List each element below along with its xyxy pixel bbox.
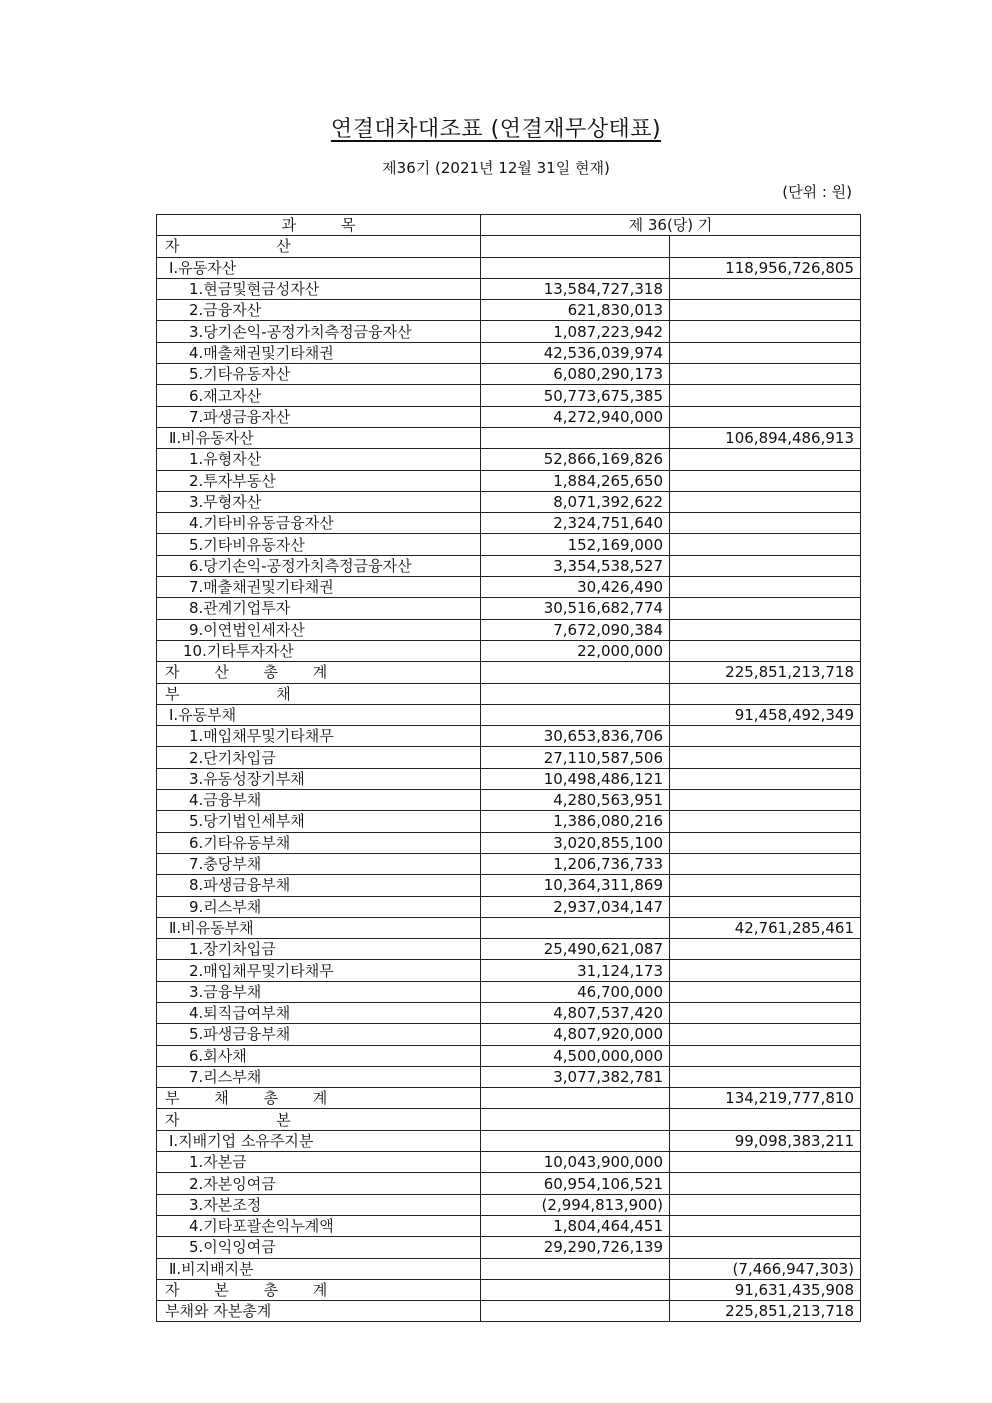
detail-amount-cell: 30,426,490 [481, 577, 670, 598]
account-label: 5.파생금융부채 [189, 1025, 291, 1044]
account-label: 자 본 [165, 1110, 291, 1129]
detail-amount-cell: 6,080,290,173 [481, 364, 670, 385]
account-label: 3.자본조정 [189, 1195, 262, 1214]
total-amount-cell [670, 1066, 861, 1087]
account-cell [157, 1258, 481, 1279]
account-cell [157, 640, 481, 661]
detail-amount-cell: 29,290,726,139 [481, 1237, 670, 1258]
account-cell [157, 1045, 481, 1066]
total-amount-cell [670, 364, 861, 385]
table-row [157, 662, 861, 683]
detail-amount-cell: 621,830,013 [481, 300, 670, 321]
table-row [157, 853, 861, 874]
unit-label: (단위 : 원) [782, 183, 852, 201]
account-label: 자 산 [165, 237, 291, 256]
detail-amount-cell: 10,498,486,121 [481, 768, 670, 789]
detail-amount-cell: 1,884,265,650 [481, 470, 670, 491]
detail-amount-cell: 1,804,464,451 [481, 1215, 670, 1236]
table-row [157, 726, 861, 747]
account-cell [157, 427, 481, 448]
detail-amount-cell: 7,672,090,384 [481, 619, 670, 640]
account-cell [157, 853, 481, 874]
account-label: 6.당기손익-공정가치측정금융자산 [189, 556, 412, 575]
table-row [157, 427, 861, 448]
detail-amount-cell: 1,206,736,733 [481, 853, 670, 874]
balance-sheet-body [157, 215, 861, 1322]
account-label: 5.당기법인세부채 [189, 812, 305, 831]
detail-amount-cell: 22,000,000 [481, 640, 670, 661]
detail-amount-cell: 60,954,106,521 [481, 1173, 670, 1194]
account-cell [157, 1066, 481, 1087]
period-subtitle: 제36기 (2021년 12월 31일 현재) [382, 159, 610, 177]
account-label: 2.금융자산 [189, 301, 262, 320]
account-label: 6.기타유동부채 [189, 833, 291, 852]
account-label: 3.당기손익-공정가치측정금융자산 [189, 322, 412, 341]
total-amount-cell: (7,466,947,303) [670, 1258, 861, 1279]
detail-amount-cell [481, 1279, 670, 1300]
total-amount-cell [670, 1002, 861, 1023]
detail-amount-cell: 27,110,587,506 [481, 747, 670, 768]
account-label: 부 채 총 계 [165, 1089, 328, 1108]
account-cell [157, 683, 481, 704]
detail-amount-cell: 1,087,223,942 [481, 321, 670, 342]
table-row [157, 321, 861, 342]
table-row [157, 832, 861, 853]
total-amount-cell [670, 491, 861, 512]
total-amount-cell [670, 470, 861, 491]
detail-amount-cell [481, 1109, 670, 1130]
detail-amount-cell: 46,700,000 [481, 981, 670, 1002]
detail-amount-cell [481, 683, 670, 704]
total-amount-cell [670, 981, 861, 1002]
account-label: Ⅱ.비유동부채 [169, 918, 254, 937]
total-amount-cell [670, 278, 861, 299]
detail-amount-cell [481, 1130, 670, 1151]
account-cell [157, 406, 481, 427]
table-row [157, 1045, 861, 1066]
total-amount-cell: 42,761,285,461 [670, 917, 861, 938]
detail-amount-cell [481, 236, 670, 257]
table-row [157, 917, 861, 938]
total-amount-cell [670, 342, 861, 363]
table-row [157, 342, 861, 363]
table-row [157, 385, 861, 406]
account-cell [157, 1237, 481, 1258]
account-label: Ⅱ.비유동자산 [169, 429, 254, 448]
total-amount-cell: 225,851,213,718 [670, 1301, 861, 1322]
table-row [157, 513, 861, 534]
account-cell [157, 598, 481, 619]
detail-amount-cell: 10,043,900,000 [481, 1152, 670, 1173]
account-cell [157, 790, 481, 811]
account-cell [157, 960, 481, 981]
table-header-row [157, 215, 861, 236]
account-cell [157, 491, 481, 512]
table-row [157, 257, 861, 278]
detail-amount-cell: 152,169,000 [481, 534, 670, 555]
account-cell [157, 981, 481, 1002]
total-amount-cell [670, 683, 861, 704]
detail-amount-cell: (2,994,813,900) [481, 1194, 670, 1215]
account-cell [157, 662, 481, 683]
detail-amount-cell [481, 1258, 670, 1279]
account-label: 7.파생금융자산 [189, 407, 291, 426]
account-label: 자 산 총 계 [165, 663, 328, 682]
account-label: 5.기타비유동자산 [189, 535, 305, 554]
table-row [157, 1215, 861, 1236]
header-period-label: 제 36(당) 기 [628, 216, 713, 235]
account-cell [157, 1173, 481, 1194]
account-cell [157, 470, 481, 491]
total-amount-cell [670, 939, 861, 960]
table-row [157, 1194, 861, 1215]
detail-amount-cell [481, 427, 670, 448]
detail-amount-cell: 30,516,682,774 [481, 598, 670, 619]
detail-amount-cell: 50,773,675,385 [481, 385, 670, 406]
total-amount-cell [670, 406, 861, 427]
total-amount-cell [670, 321, 861, 342]
account-label: 1.유형자산 [189, 450, 262, 469]
account-label: 2.자본잉여금 [189, 1174, 276, 1193]
total-amount-cell [670, 598, 861, 619]
table-row [157, 1173, 861, 1194]
account-cell [157, 939, 481, 960]
total-amount-cell [670, 875, 861, 896]
detail-amount-cell [481, 917, 670, 938]
total-amount-cell: 134,219,777,810 [670, 1088, 861, 1109]
total-amount-cell [670, 1215, 861, 1236]
detail-amount-cell: 30,653,836,706 [481, 726, 670, 747]
account-label: 4.기타비유동금융자산 [189, 514, 334, 533]
total-amount-cell [670, 896, 861, 917]
account-label: 8.관계기업투자 [189, 599, 291, 618]
document-title: 연결대차대조표 (연결재무상태표) [330, 117, 662, 142]
account-cell [157, 1301, 481, 1322]
account-label: 9.리스부채 [189, 897, 262, 916]
account-cell [157, 555, 481, 576]
header-period [481, 215, 861, 236]
table-row [157, 683, 861, 704]
account-cell [157, 385, 481, 406]
total-amount-cell [670, 640, 861, 661]
account-cell [157, 1215, 481, 1236]
detail-amount-cell: 10,364,311,869 [481, 875, 670, 896]
table-row [157, 811, 861, 832]
table-row [157, 875, 861, 896]
detail-amount-cell [481, 1088, 670, 1109]
table-row [157, 768, 861, 789]
header-account-label: 과 목 [281, 216, 356, 235]
account-label: 2.매입채무및기타채무 [189, 961, 334, 980]
detail-amount-cell [481, 257, 670, 278]
table-row [157, 640, 861, 661]
detail-amount-cell: 4,280,563,951 [481, 790, 670, 811]
detail-amount-cell [481, 1301, 670, 1322]
total-amount-cell: 225,851,213,718 [670, 662, 861, 683]
detail-amount-cell: 8,071,392,622 [481, 491, 670, 512]
account-label: 7.충당부채 [189, 855, 262, 874]
total-amount-cell [670, 385, 861, 406]
total-amount-cell: 99,098,383,211 [670, 1130, 861, 1151]
account-label: 2.투자부동산 [189, 471, 276, 490]
account-label: 4.매출채권및기타채권 [189, 343, 334, 362]
account-cell [157, 704, 481, 725]
account-label: 자 본 총 계 [165, 1280, 328, 1299]
total-amount-cell [670, 236, 861, 257]
detail-amount-cell: 1,386,080,216 [481, 811, 670, 832]
total-amount-cell [670, 577, 861, 598]
detail-amount-cell: 4,807,920,000 [481, 1024, 670, 1045]
detail-amount-cell: 3,077,382,781 [481, 1066, 670, 1087]
account-label: 7.매출채권및기타채권 [189, 578, 334, 597]
account-label: 1.매입채무및기타채무 [189, 727, 334, 746]
total-amount-cell [670, 1237, 861, 1258]
account-cell [157, 747, 481, 768]
account-label: 1.현금및현금성자산 [189, 280, 320, 299]
account-label: 10.기타투자자산 [183, 642, 294, 661]
total-amount-cell: 91,458,492,349 [670, 704, 861, 725]
total-amount-cell [670, 555, 861, 576]
total-amount-cell [670, 1173, 861, 1194]
account-cell [157, 321, 481, 342]
table-row [157, 577, 861, 598]
account-cell [157, 513, 481, 534]
account-label: 6.회사채 [189, 1046, 247, 1065]
total-amount-cell [670, 449, 861, 470]
account-cell [157, 1109, 481, 1130]
total-amount-cell [670, 534, 861, 555]
account-label: 5.이익잉여금 [189, 1238, 276, 1257]
table-row [157, 1258, 861, 1279]
account-cell [157, 577, 481, 598]
table-row [157, 1130, 861, 1151]
detail-amount-cell: 4,807,537,420 [481, 1002, 670, 1023]
table-row [157, 236, 861, 257]
account-label: Ⅰ.유동부채 [169, 705, 237, 724]
table-row [157, 1301, 861, 1322]
account-cell [157, 342, 481, 363]
account-label: 4.기타포괄손익누계액 [189, 1217, 334, 1236]
total-amount-cell [670, 853, 861, 874]
detail-amount-cell: 25,490,621,087 [481, 939, 670, 960]
balance-sheet-table [156, 214, 861, 1322]
table-row [157, 491, 861, 512]
account-cell [157, 832, 481, 853]
table-row [157, 960, 861, 981]
table-row [157, 534, 861, 555]
account-label: Ⅰ.지배기업 소유주지분 [169, 1131, 314, 1150]
total-amount-cell [670, 832, 861, 853]
account-cell [157, 278, 481, 299]
table-row [157, 278, 861, 299]
table-row [157, 1109, 861, 1130]
account-label: 4.금융부채 [189, 791, 262, 810]
total-amount-cell: 106,894,486,913 [670, 427, 861, 448]
total-amount-cell [670, 960, 861, 981]
total-amount-cell [670, 811, 861, 832]
account-cell [157, 364, 481, 385]
total-amount-cell: 91,631,435,908 [670, 1279, 861, 1300]
total-amount-cell [670, 1152, 861, 1173]
total-amount-cell [670, 1024, 861, 1045]
total-amount-cell [670, 726, 861, 747]
account-cell [157, 1130, 481, 1151]
account-label: 1.자본금 [189, 1153, 247, 1172]
table-row [157, 449, 861, 470]
account-cell [157, 1279, 481, 1300]
account-cell [157, 257, 481, 278]
account-label: 5.기타유동자산 [189, 365, 291, 384]
account-cell [157, 1152, 481, 1173]
table-row [157, 364, 861, 385]
detail-amount-cell: 42,536,039,974 [481, 342, 670, 363]
header-account [157, 215, 481, 236]
account-label: 8.파생금융부채 [189, 876, 291, 895]
account-label: 3.무형자산 [189, 493, 262, 511]
table-row [157, 747, 861, 768]
detail-amount-cell: 4,272,940,000 [481, 406, 670, 427]
table-row [157, 790, 861, 811]
table-row [157, 981, 861, 1002]
detail-amount-cell: 4,500,000,000 [481, 1045, 670, 1066]
table-row [157, 1088, 861, 1109]
account-cell [157, 768, 481, 789]
total-amount-cell: 118,956,726,805 [670, 257, 861, 278]
account-label: 2.단기차입금 [189, 748, 276, 767]
account-cell [157, 449, 481, 470]
account-label: 9.이연법인세자산 [189, 620, 305, 639]
total-amount-cell [670, 768, 861, 789]
total-amount-cell [670, 513, 861, 534]
total-amount-cell [670, 747, 861, 768]
account-label: 3.금융부채 [189, 982, 262, 1001]
table-row [157, 300, 861, 321]
account-cell [157, 917, 481, 938]
table-row [157, 1066, 861, 1087]
account-cell [157, 1002, 481, 1023]
account-label: 4.퇴직급여부채 [189, 1004, 291, 1023]
table-row [157, 1237, 861, 1258]
account-label: Ⅰ.유동자산 [169, 258, 237, 277]
account-label: 부채와 자본총계 [165, 1302, 272, 1321]
account-label: 1.장기차입금 [189, 940, 276, 959]
detail-amount-cell [481, 662, 670, 683]
account-cell [157, 1194, 481, 1215]
detail-amount-cell: 3,354,538,527 [481, 555, 670, 576]
table-row [157, 1002, 861, 1023]
account-cell [157, 726, 481, 747]
table-row [157, 1279, 861, 1300]
table-row [157, 1024, 861, 1045]
total-amount-cell [670, 790, 861, 811]
account-label: 부 채 [165, 684, 291, 703]
total-amount-cell [670, 300, 861, 321]
detail-amount-cell: 3,020,855,100 [481, 832, 670, 853]
table-row [157, 619, 861, 640]
table-row [157, 939, 861, 960]
table-row [157, 704, 861, 725]
account-cell [157, 1024, 481, 1045]
total-amount-cell [670, 1194, 861, 1215]
total-amount-cell [670, 619, 861, 640]
table-row [157, 555, 861, 576]
account-label: 6.재고자산 [189, 386, 262, 405]
table-row [157, 598, 861, 619]
detail-amount-cell: 31,124,173 [481, 960, 670, 981]
account-cell [157, 300, 481, 321]
account-cell [157, 875, 481, 896]
detail-amount-cell: 2,937,034,147 [481, 896, 670, 917]
account-label: 7.리스부채 [189, 1068, 262, 1087]
account-label: 3.유동성장기부채 [189, 769, 305, 788]
account-cell [157, 896, 481, 917]
account-cell [157, 1088, 481, 1109]
account-cell [157, 534, 481, 555]
account-cell [157, 619, 481, 640]
table-row [157, 896, 861, 917]
table-row [157, 406, 861, 427]
total-amount-cell [670, 1109, 861, 1130]
table-row [157, 1152, 861, 1173]
detail-amount-cell: 2,324,751,640 [481, 513, 670, 534]
detail-amount-cell [481, 704, 670, 725]
detail-amount-cell: 13,584,727,318 [481, 278, 670, 299]
table-row [157, 470, 861, 491]
account-cell [157, 811, 481, 832]
account-label: Ⅱ.비지배지분 [169, 1259, 254, 1278]
detail-amount-cell: 52,866,169,826 [481, 449, 670, 470]
total-amount-cell [670, 1045, 861, 1066]
account-cell [157, 236, 481, 257]
